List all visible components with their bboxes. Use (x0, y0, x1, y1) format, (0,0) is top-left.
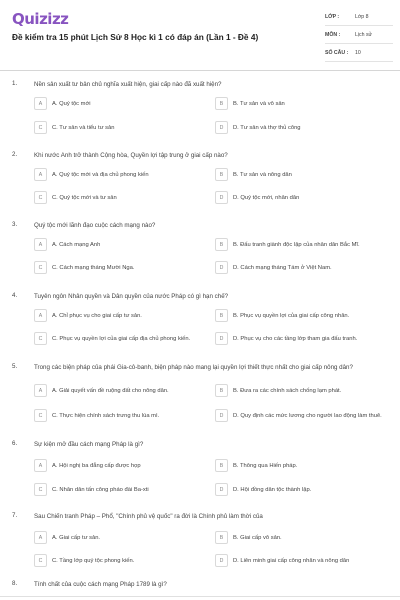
option-b[interactable] (215, 309, 393, 322)
option-letter-box: A (34, 97, 47, 110)
option-text: C. Phục vụ quyền lợi của giai cấp địa chủ phong kiến. (52, 335, 191, 342)
option-letter-box: A (34, 531, 47, 544)
quiz-meta-table (325, 8, 393, 62)
option-letter-box: D (215, 261, 228, 274)
option-text: B. Đấu tranh giành độc lập của nhân dân Bắc Mĩ. (233, 241, 360, 248)
option-text: B. Đưa ra các chính sách chống lạm phát. (233, 387, 342, 394)
option-letter-box: B (215, 97, 228, 110)
option-c[interactable] (34, 409, 204, 422)
option-c[interactable] (34, 191, 204, 204)
option-text: A. Quý tộc mới (52, 100, 91, 107)
option-c[interactable] (34, 332, 204, 345)
option-d[interactable] (215, 191, 390, 204)
option-letter-box: A (34, 238, 47, 251)
page-title: Đề kiểm tra 15 phút Lịch Sử 8 Học kì 1 có đáp án (Lần 1 - Đề 4) (12, 32, 259, 42)
option-c[interactable] (34, 483, 204, 496)
option-text: B. Tư sản và vô sản (233, 100, 285, 107)
option-text: A. Hội nghị ba đẳng cấp được họp (52, 462, 141, 469)
question-number: 2. (12, 151, 18, 158)
question-number: 6. (12, 440, 18, 447)
meta-value: Lịch sử (355, 31, 373, 38)
option-letter-box: C (34, 409, 47, 422)
option-text: C. Tầng lớp quý tộc phong kiến. (52, 557, 135, 564)
option-letter-box: B (215, 384, 228, 397)
option-letter-box: B (215, 309, 228, 322)
question-number: 1. (12, 80, 18, 87)
option-letter-box: D (215, 191, 228, 204)
option-text: A. Giải quyết vấn đề ruộng đất cho nông dân. (52, 387, 169, 394)
option-d[interactable] (215, 121, 390, 134)
option-text: B. Giai cấp vô sản. (233, 534, 282, 541)
option-a[interactable] (34, 168, 204, 181)
option-text: B. Thông qua Hiến pháp. (233, 462, 298, 469)
meta-label: LỚP : (325, 13, 340, 20)
option-a[interactable] (34, 384, 204, 397)
option-text: C. Thực hiện chính sách trưng thu lúa mì. (52, 412, 160, 419)
bottom-divider (0, 596, 400, 597)
option-b[interactable] (215, 97, 390, 110)
option-letter-box: B (215, 531, 228, 544)
question-text: Quý tộc mới lãnh đạo cuộc cách mạng nào? (34, 222, 156, 229)
meta-label: MÔN : (325, 31, 341, 38)
option-letter-box: D (215, 121, 228, 134)
option-letter-box: C (34, 483, 47, 496)
option-text: D. Quý tộc mới, nhân dân (233, 194, 300, 201)
option-letter-box: B (215, 459, 228, 472)
option-text: D. Cách mạng tháng Tám ở Việt Nam. (233, 264, 332, 271)
option-letter-box: D (215, 554, 228, 567)
option-letter-box: A (34, 168, 47, 181)
option-text: D. Tư sản và thợ thủ công (233, 124, 301, 131)
option-letter-box: C (34, 261, 47, 274)
option-d[interactable] (215, 554, 393, 567)
option-letter-box: C (34, 191, 47, 204)
option-text: C. Nhân dân tấn công pháo đài Ba-xti (52, 486, 149, 493)
question-text: Sự kiện mở đầu cách mạng Pháp là gì? (34, 441, 144, 448)
question-text: Trong các biện pháp của phái Gia-cô-banh, biện pháp nào mang lại quyền lợi thiết thực nhất cho giai cấp nông dân? (34, 364, 353, 371)
option-letter-box: A (34, 459, 47, 472)
option-text: A. Cách mạng Anh (52, 241, 101, 248)
question-number: 8. (12, 580, 18, 587)
option-text: A. Chỉ phục vụ cho giai cấp tư sản. (52, 312, 142, 319)
meta-label: SỐ CÂU : (325, 49, 349, 56)
option-text: D. Phục vụ cho các tầng lớp tham gia đấu tranh. (233, 335, 358, 342)
option-a[interactable] (34, 531, 204, 544)
option-letter-box: B (215, 238, 228, 251)
option-b[interactable] (215, 459, 393, 472)
meta-value: Lớp 8 (355, 13, 369, 20)
option-a[interactable] (34, 309, 204, 322)
question-text: Nền sản xuất tư bản chủ nghĩa xuất hiện, giai cấp nào đã xuất hiện? (34, 81, 222, 88)
option-d[interactable] (215, 483, 393, 496)
option-c[interactable] (34, 121, 204, 134)
option-d[interactable] (215, 332, 393, 345)
option-text: A. Quý tộc mới và địa chủ phong kiến (52, 171, 149, 178)
question-number: 4. (12, 292, 18, 299)
page-header (0, 0, 400, 71)
option-d[interactable] (215, 409, 393, 422)
question-number: 5. (12, 363, 18, 370)
option-text: C. Tư sản và tiểu tư sản (52, 124, 115, 131)
meta-row-subject (325, 26, 393, 44)
option-letter-box: D (215, 332, 228, 345)
option-b[interactable] (215, 384, 393, 397)
option-a[interactable] (34, 97, 204, 110)
option-letter-box: D (215, 409, 228, 422)
option-a[interactable] (34, 238, 204, 251)
question-text: Khi nước Anh trở thành Cộng hòa, Quyền lợi tập trung ở giai cấp nào? (34, 152, 228, 159)
option-letter-box: A (34, 309, 47, 322)
option-letter-box: C (34, 121, 47, 134)
option-text: A. Giai cấp tư sản. (52, 534, 101, 541)
option-d[interactable] (215, 261, 393, 274)
option-letter-box: C (34, 554, 47, 567)
quizizz-logo: Quizizz (12, 10, 69, 28)
option-text: C. Cách mạng tháng Mười Nga. (52, 264, 135, 271)
question-text: Tính chất của cuộc cách mạng Pháp 1789 là gì? (34, 581, 167, 588)
option-text: B. Tư sản và nông dân (233, 171, 292, 178)
option-text: D. Hội đồng dân tộc thành lập. (233, 486, 312, 493)
option-letter-box: D (215, 483, 228, 496)
option-text: D. Liên minh giai cấp công nhân và nông dân (233, 557, 350, 564)
question-number: 7. (12, 512, 18, 519)
meta-row-class (325, 8, 393, 26)
question-text: Tuyên ngôn Nhân quyền và Dân quyền của nước Pháp có gì hạn chế? (34, 293, 229, 300)
option-b[interactable] (215, 531, 393, 544)
option-b[interactable] (215, 168, 390, 181)
meta-value: 10 (355, 49, 361, 56)
option-text: C. Quý tộc mới và tư sản (52, 194, 117, 201)
option-b[interactable] (215, 238, 393, 251)
option-letter-box: C (34, 332, 47, 345)
option-letter-box: B (215, 168, 228, 181)
option-a[interactable] (34, 459, 204, 472)
option-c[interactable] (34, 261, 204, 274)
option-letter-box: A (34, 384, 47, 397)
meta-row-question-count (325, 44, 393, 62)
option-text: B. Phục vụ quyền lợi của giai cấp công nhân. (233, 312, 350, 319)
question-text: Sau Chiến tranh Pháp – Phổ, "Chính phủ vệ quốc" ra đời là Chính phủ làm thời của (34, 513, 263, 520)
question-number: 3. (12, 221, 18, 228)
option-text: D. Quy định các mức lương cho người lao động làm thuê. (233, 412, 382, 419)
option-c[interactable] (34, 554, 204, 567)
